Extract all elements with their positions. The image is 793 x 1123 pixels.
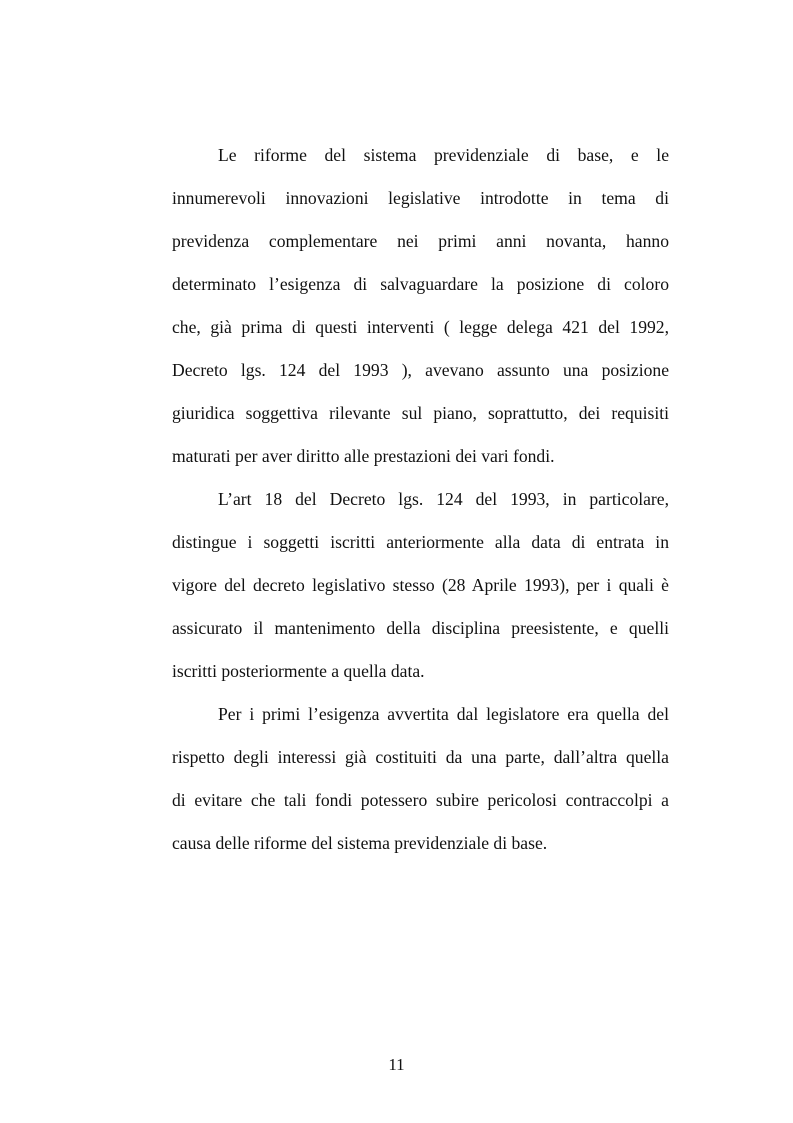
paragraph-1-line-6: Decreto lgs. 124 del 1993 ), avevano assunto una posizione (172, 360, 669, 380)
paragraph-1-line-7: giuridica soggettiva rilevante sul piano, soprattutto, dei requisiti (172, 403, 669, 423)
paragraph-2-line-3: vigore del decreto legislativo stesso (28 Aprile 1993), per i quali è (172, 575, 669, 595)
page-number: 11 (388, 1055, 405, 1074)
paragraph-1-line-1: Le riforme del sistema previdenziale di base, e le (218, 145, 669, 165)
paragraph-3-line-1: Per i primi l’esigenza avvertita dal legislatore era quella del (218, 704, 669, 724)
paragraph-1-line-8: maturati per aver diritto alle prestazioni dei vari fondi. (172, 446, 555, 466)
paragraph-3-line-3: di evitare che tali fondi potessero subire pericolosi contraccolpi a (172, 790, 669, 810)
paragraph-2-line-4: assicurato il mantenimento della disciplina preesistente, e quelli (172, 618, 669, 638)
paragraph-2-line-1: L’art 18 del Decreto lgs. 124 del 1993, in particolare, (218, 489, 669, 509)
paragraph-1-line-2: innumerevoli innovazioni legislative introdotte in tema di (172, 188, 669, 208)
paragraph-1-line-4: determinato l’esigenza di salvaguardare la posizione di coloro (172, 274, 669, 294)
paragraph-2-line-5: iscritti posteriormente a quella data. (172, 661, 425, 681)
paragraph-2-line-2: distingue i soggetti iscritti anteriormente alla data di entrata in (172, 532, 669, 552)
paragraph-3-line-2: rispetto degli interessi già costituiti da una parte, dall’altra quella (172, 747, 669, 767)
paragraph-1-line-3: previdenza complementare nei primi anni novanta, hanno (172, 231, 669, 251)
paragraph-1-line-5: che, già prima di questi interventi ( legge delega 421 del 1992, (172, 317, 669, 337)
paragraph-3-line-4: causa delle riforme del sistema previdenziale di base. (172, 833, 548, 853)
